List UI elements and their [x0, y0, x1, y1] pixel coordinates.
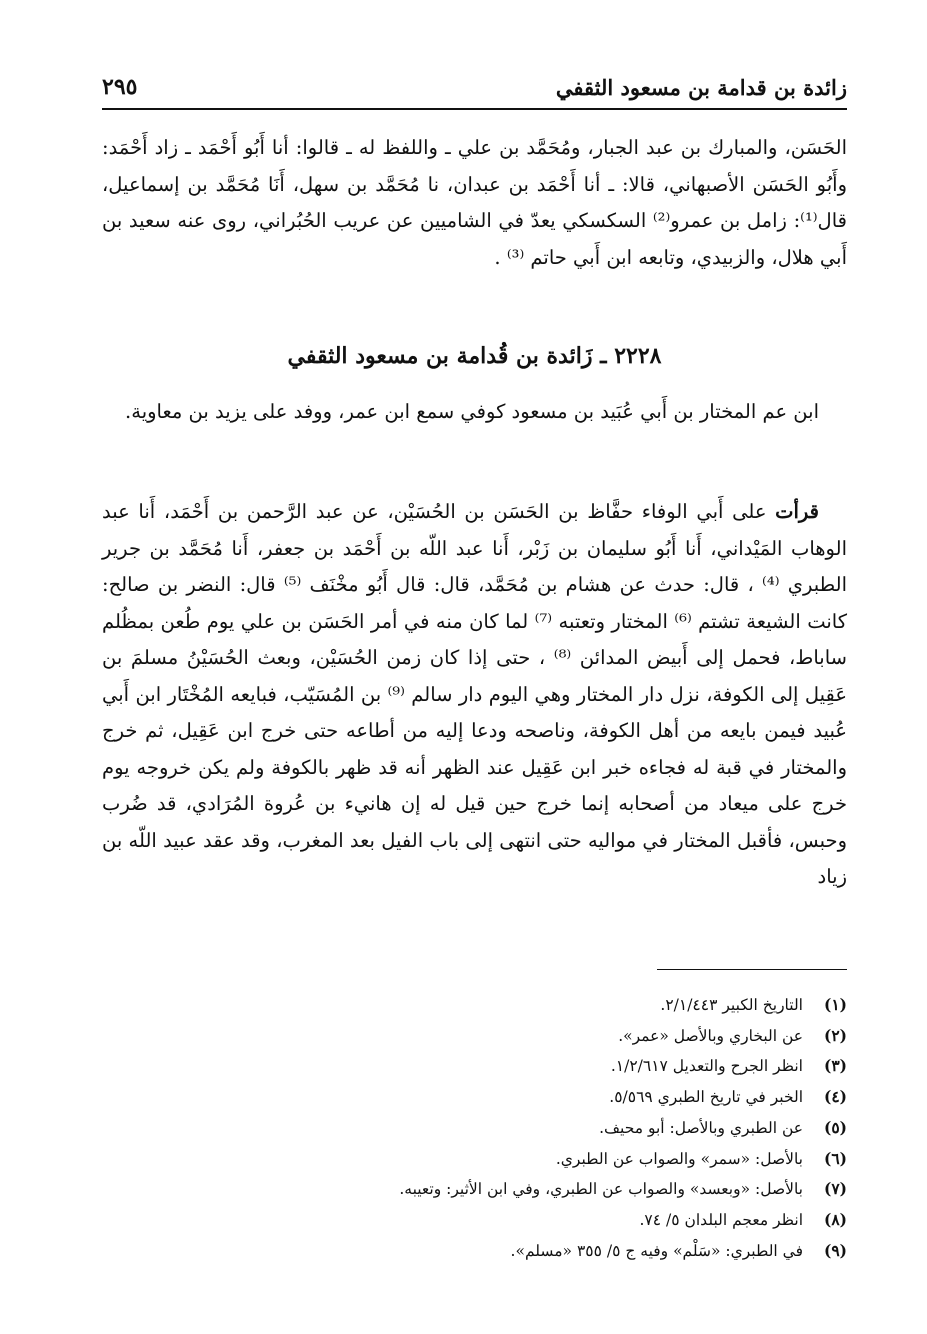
footnote-item: [102, 1144, 847, 1175]
footnote-item: [102, 1174, 847, 1205]
footnote-number: (٤): [823, 1087, 847, 1107]
footnote-number: (١): [823, 995, 847, 1014]
footnote-text: عن البخاري وبالأصل «عمر».: [618, 1026, 803, 1045]
footnote-item: [102, 990, 847, 1021]
page-number: ٢٩٥: [102, 74, 138, 100]
footnote-number: (٣): [823, 1056, 847, 1076]
paragraph-continuation: الحَسَن، والمبارك بن عبد الجبار، ومُحَمَّد بن علي ـ واللفظ له ـ قالوا: أنا أَبُو أَحْمَد ـ زاد أَحْمَد: وأَبُو الحَسَن الأصبهاني، قالا: ـ أنا أَحْمَد بن عبدان، نا مُحَمَّد بن سهل، أَنَا مُحَمَّد بن إسماعيل، قال⁽¹⁾: زامل بن عمرو⁽²⁾ السكسكي يعدّ في الشاميين عن عريب الحُبُراني، روى عنه سعيد بن أَبي هلال، والزبيدي، وتابعه ابن أَبي حاتم ⁽³⁾ .: [102, 136, 847, 269]
paragraph-lead-word: قرأت: [775, 500, 819, 523]
footnote-item: [102, 1021, 847, 1052]
footnote-item: [102, 1113, 847, 1144]
footnote-text: الخبر في تاريخ الطبري ٥/٥٦٩.: [609, 1088, 803, 1107]
paragraph-narration-text: على أَبي الوفاء حفَّاظ بن الحَسَن بن الحُسَيْن، عن عبد الرَّحمن بن أَحْمَد، أَنا عبد الوهاب المَيْداني، أَنا أَبُو سليمان بن زَبْر، أَنا عبد اللّه بن أَحْمَد بن جعفر، أَنا مُحَمَّد بن جرير الطبري ⁽⁴⁾ ، قال: حدث عن هشام بن مُحَمَّد، قال: قال أَبُو مخْنَف ⁽⁵⁾ قال: النضر بن صالح: كانت الشيعة تشتم ⁽⁶⁾ المختار وتعتبه ⁽⁷⁾ لما كان منه في أمر الحَسَن بن علي يوم طُعن بمظُلم ساباط، فحمل إلى أَبيض المدائن ⁽⁸⁾ ، حتى إذا كان زمن الحُسَيْن، وبعث الحُسَيْنُ مسلمَ بن عَقِيل إلى الكوفة، نزل دار المختار وهي اليوم دار سالم ⁽⁹⁾ بن المُسَيّب، فبايعه المُخْتَار ابن أَبي عُبيد فيمن بايعه من أهل الكوفة، وناصحه ودعا إليه من أطاعه حتى خرج ابن عَقِيل، ثم خرج والمختار في قبة له فجاءه خبر ابن عَقِيل عند الظهر أنه قد ظهر بالكوفة ولم يكن خروجه يوم خرج على ميعاد من أصحابه إنما خرج حين قيل له إن هانيء بن عُروة المُرَادي، قد ضُرب وحبس، فأقبل المختار في مواليه حتى انتهى إلى باب الفيل بعد المغرب، وقد عقد عبيد اللّه بن زياد: [102, 500, 848, 888]
footnote-number: (٧): [823, 1179, 847, 1199]
footnote-text: بالأصل: «وبعسد» والصواب عن الطبري، وفي ابن الأثير: وتعيبه.: [399, 1180, 803, 1199]
paragraph-narration: [102, 494, 847, 896]
paragraph-intro: ابن عم المختار بن أَبي عُبَيد بن مسعود كوفي سمع ابن عمر، ووفد على يزيد بن معاوية.: [125, 400, 819, 423]
footnote-number: (٨): [823, 1209, 847, 1229]
footnote-number: (٢): [823, 1025, 847, 1045]
entry-heading: ٢٢٢٨ ـ زَائدة بن قُدامة بن مسعود الثقفي: [287, 343, 662, 369]
running-title: زائدة بن قدامة بن مسعود الثقفي: [555, 74, 847, 100]
running-header: [102, 66, 847, 110]
footnote-item: [102, 1051, 847, 1082]
footnote-item: [102, 1082, 847, 1113]
footnote-text: بالأصل: «سمر» والصواب عن الطبري.: [555, 1149, 803, 1168]
footnote-number: (٦): [823, 1148, 847, 1168]
footnote-text: في الطبري: «سَلْم» وفيه ج ٥/ ٣٥٥ «مسلم».: [510, 1241, 803, 1260]
footnote-text: انظر معجم البلدان ٥/ ٧٤.: [639, 1210, 803, 1229]
footnote-number: (٥): [823, 1117, 847, 1137]
footnote-text: التاريخ الكبير ٢/١/٤٤٣.: [660, 996, 803, 1014]
footnotes-list: [102, 990, 847, 1266]
footnote-text: عن الطبري وبالأصل: أبو محيف.: [599, 1118, 803, 1137]
footnote-item: [102, 1205, 847, 1236]
footnote-text: انظر الجرح والتعديل ١/٢/٦١٧.: [610, 1057, 803, 1076]
footnote-item: [102, 1236, 847, 1267]
footnote-rule: [657, 969, 847, 970]
footnote-number: (٩): [823, 1240, 847, 1260]
